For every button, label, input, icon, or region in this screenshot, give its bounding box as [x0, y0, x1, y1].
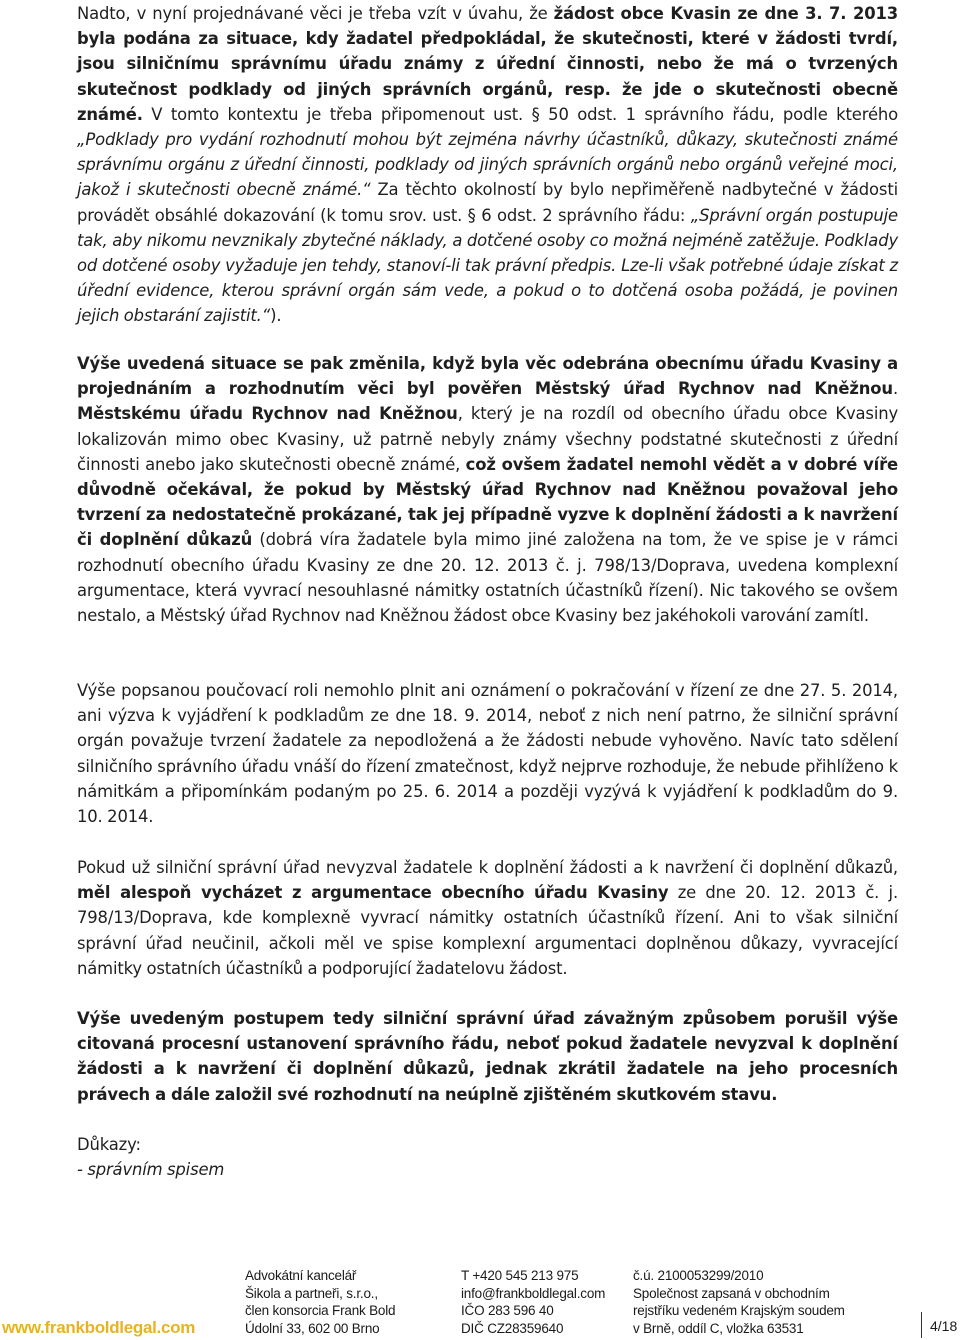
footer-email[interactable]: info@frankboldlegal.com: [461, 1285, 606, 1301]
footer-line: IČO 283 596 40: [461, 1303, 554, 1318]
footer-divider: [921, 1312, 922, 1338]
p4-text-2: ze dne 20. 12. 2013 č. j. 798/13/Doprava, kde komplexně vyvrací námitky ostatních účastníků řízení. Ani to však silniční správní úřad neučinil, ačkoli měl ve spise komplexní argumentaci doplněnou důkazy, vyvracející námitky ostatních účastníků a podporující žadatelovu žádost.: [77, 883, 898, 978]
p1-quote-2: „Správní orgán postupuje tak, aby nikomu nevznikaly zbytečné náklady, a dotčené osoby co možná nejméně zatěžuje. Podklady od dotčené osoby vyžaduje jen tehdy, stanoví-li tak právní předpis. Lze-li však potřebné údaje získat z úřední evidence, kterou správní orgán sám vede, a pokud o to dotčená osoba požádá, je povinen jejich obstarání zajistit.“: [77, 205, 898, 326]
p1-quote-1: „Podklady pro vydání rozhodnutí mohou být zejména návrhy účastníků, důkazy, skutečnosti známé správnímu orgánu z úřední činnosti, podklady od jiných správních orgánů nebo orgánů veřejné moci, jakož i skutečnosti obecně známé.“: [77, 130, 898, 200]
p1-text-4: ).: [270, 306, 282, 326]
p4-text-1: Pokud už silniční správní úřad nevyzval žadatele k doplnění žádosti a k navržení či doplnění důkazů,: [77, 858, 898, 877]
footer-phone: T +420 545 213 975: [461, 1268, 579, 1283]
paragraph-5: [77, 1006, 898, 1107]
p2-bold-2: Městskému úřadu Rychnov nad Kněžnou: [77, 404, 458, 424]
footer-line: rejstříku vedeném Krajským soudem: [633, 1303, 845, 1318]
footer-line: člen konsorcia Frank Bold: [245, 1303, 396, 1318]
p1-text-3: Za těchto okolností by bylo nepřiměřeně nadbytečné v žádosti provádět obsáhlé dokazování (k tomu srov. ust. § 6 odst. 2 správního řádu:: [77, 180, 898, 225]
footer-contact-info: [461, 1267, 605, 1337]
footer-line: č.ú. 2100053299/2010: [633, 1268, 764, 1283]
footer-line: Advokátní kancelář: [245, 1268, 357, 1283]
page-number: 4/18: [930, 1318, 958, 1334]
proofs-item: - správním spisem: [77, 1160, 225, 1180]
p4-bold-1: měl alespoň vycházet z argumentace obecního úřadu Kvasiny: [77, 883, 669, 903]
footer-line: v Brně, oddíl C, vložka 63531: [633, 1320, 804, 1336]
p2-text-2: , který je na rozdíl od obecního úřadu obce Kvasiny lokalizován mimo obec Kvasiny, už patrně nebyly známy všechny podstatné skutečnosti z úřední činnosti anebo jako skutečnosti obecně známé,: [77, 404, 899, 474]
paragraph-1: [77, 1, 898, 329]
p1-bold-1: žádost obce Kvasin ze dne 3. 7. 2013 byla podána za situace, kdy žadatel předpokládal, že skutečnosti, které v žádosti tvrdí, jsou silničnímu správnímu úřadu známy z úřední činnosti, nebo že má o tvrzených skutečnost podklady od jiných správních orgánů, resp. že jde o skutečnosti obecně známé.: [77, 4, 898, 124]
footer-line: Údolní 33, 602 00 Brno: [245, 1320, 380, 1336]
paragraph-4: [77, 855, 898, 981]
paragraph-3: Výše popsanou poučovací roli nemohlo plnit ani oznámení o pokračování v řízení ze dne 27. 5. 2014, ani výzva k vyjádření k podkladům ze dne 18. 9. 2014, neboť z nich není patrno, že silniční správní orgán považuje tvrzení žadatele za nepodložená a že žádosti nebude vyhověno. Navíc tato sdělení silničního správního úřadu vnáší do řízení zmatečnost, když nejprve rozhoduje, že nebude přihlíženo k námitkám a připomínkám podaným po 25. 6. 2014 a později vyzývá k vyjádření k podkladům do 9. 10. 2014.: [77, 681, 898, 827]
footer-registry-info: [633, 1267, 845, 1337]
p5-bold: Výše uvedeným postupem tedy silniční správní úřad závažným způsobem porušil výše citovaná procesní ustanovení správního řádu, neboť pokud žadatele nevyzval k doplnění žádosti a k navržení či doplnění důkazů, jednak zkrátil žadatele na jeho procesních právech a dále založil své rozhodnutí na neúplně zjištěném skutkovém stavu.: [77, 1009, 898, 1104]
p2-text-1: .: [892, 379, 898, 399]
website-link[interactable]: www.frankboldlegal.com: [2, 1318, 196, 1337]
p2-text-3: (dobrá víra žadatele byla mimo jiné založena na tom, že ve spise je v rámci rozhodnutí obecního úřadu Kvasiny ze dne 20. 12. 2013 č. j. 798/13/Doprava, uvedena komplexní argumentace, která vyvrací nesouhlasné námitky ostatních účastníků řízení). Nic takového se ovšem nestalo, a Městský úřad Rychnov nad Kněžnou žádost obce Kvasiny bez jakéhokoli varování zamítl.: [77, 530, 898, 626]
footer-line: Šikola a partneři, s.r.o.,: [245, 1285, 378, 1301]
p2-bold-1: Výše uvedená situace se pak změnila, když byla věc odebrána obecnímu úřadu Kvasiny a projednáním a rozhodnutím věci byl pověřen Městský úřad Rychnov nad Kněžnou: [77, 354, 898, 399]
proofs-label: Důkazy:: [77, 1135, 141, 1154]
p1-text-2: V tomto kontextu je třeba připomenout ust. § 50 odst. 1 správního řádu, podle kterého: [142, 104, 898, 124]
paragraph-2: [77, 351, 898, 628]
p1-text-1: Nadto, v nyní projednávané věci je třeba vzít v úvahu, že: [77, 4, 554, 23]
page-footer: [0, 1262, 960, 1340]
proofs-section: [77, 1132, 224, 1182]
footer-firm-info: [245, 1267, 395, 1337]
p2-bold-3: což ovšem žadatel nemohl vědět a v dobré víře důvodně očekával, že pokud by Městský úřad Rychnov nad Kněžnou považoval jeho tvrzení za nedostatečně prokázané, tak jej případně vyzve k doplnění žádosti a k navržení či doplnění důkazů: [77, 454, 898, 550]
footer-line: Společnost zapsaná v obchodním: [633, 1285, 830, 1301]
footer-line: DIČ CZ28359640: [461, 1320, 564, 1336]
